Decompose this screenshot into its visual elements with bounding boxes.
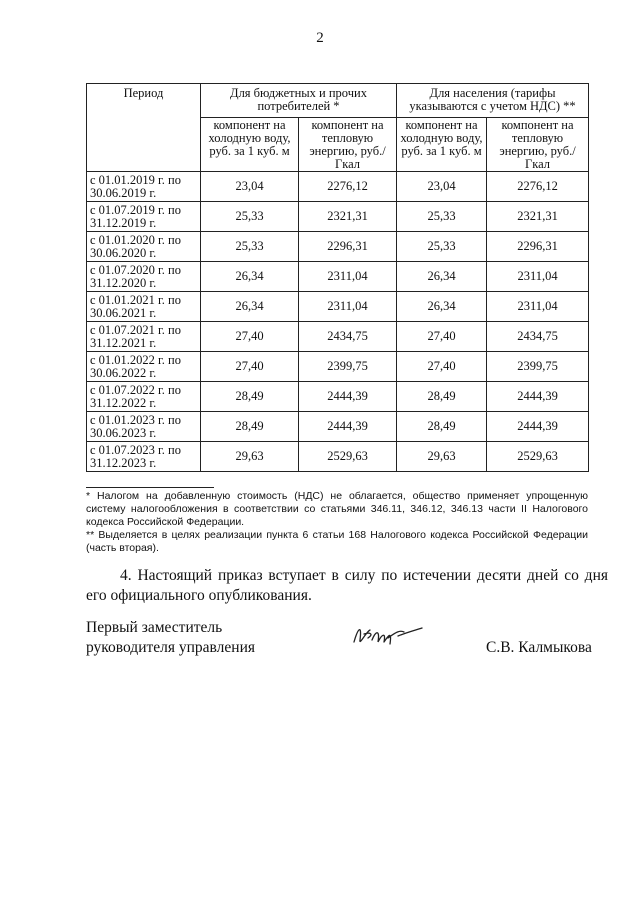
cell-population-water: 27,40 <box>397 352 487 382</box>
header-period: Период <box>87 84 201 172</box>
table-row <box>87 262 589 292</box>
table-row <box>87 202 589 232</box>
table-row <box>87 442 589 472</box>
signatory-title-line1: Первый заместитель <box>86 619 223 636</box>
cell-period: с 01.07.2021 г. по 31.12.2021 г. <box>87 322 201 352</box>
cell-budget-heat: 2529,63 <box>299 442 397 472</box>
cell-budget-water: 23,04 <box>201 172 299 202</box>
cell-population-water: 26,34 <box>397 262 487 292</box>
cell-budget-heat: 2399,75 <box>299 352 397 382</box>
cell-population-water: 28,49 <box>397 412 487 442</box>
cell-period: с 01.01.2021 г. по 30.06.2021 г. <box>87 292 201 322</box>
cell-budget-water: 25,33 <box>201 232 299 262</box>
tariff-table <box>86 83 589 472</box>
cell-budget-water: 25,33 <box>201 202 299 232</box>
table-row <box>87 382 589 412</box>
table-row <box>87 322 589 352</box>
cell-budget-heat: 2311,04 <box>299 262 397 292</box>
cell-budget-water: 27,40 <box>201 352 299 382</box>
footnote-vat-allocated: ** Выделяется в целях реализации пункта 6 статьи 168 Налогового кодекса Российской Федерации (часть вторая). <box>86 529 588 554</box>
cell-period: с 01.07.2022 г. по 31.12.2022 г. <box>87 382 201 412</box>
cell-budget-heat: 2321,31 <box>299 202 397 232</box>
signatory-name: С.В. Калмыкова <box>486 639 592 656</box>
cell-budget-heat: 2444,39 <box>299 382 397 412</box>
cell-population-heat: 2311,04 <box>487 262 589 292</box>
cell-budget-heat: 2276,12 <box>299 172 397 202</box>
cell-population-water: 27,40 <box>397 322 487 352</box>
page-number: 2 <box>316 30 324 46</box>
footnote-vat-exempt: * Налогом на добавленную стоимость (НДС) не облагается, общество применяет упрощенную систему налогообложения в соответствии со статьями 346.11, 346.12, 346.13 части II Налогового кодекса Российской Федерации. <box>86 490 588 528</box>
signatory-title-line2: руководителя управления <box>86 639 256 656</box>
cell-period: с 01.07.2020 г. по 31.12.2020 г. <box>87 262 201 292</box>
cell-budget-water: 28,49 <box>201 382 299 412</box>
cell-period: с 01.07.2023 г. по 31.12.2023 г. <box>87 442 201 472</box>
header-cold-water-population: компонент на холодную воду, руб. за 1 куб. м <box>397 118 487 172</box>
cell-budget-heat: 2311,04 <box>299 292 397 322</box>
cell-population-heat: 2434,75 <box>487 322 589 352</box>
header-group-population: Для населения (тарифы указываются с учетом НДС) ** <box>397 84 589 118</box>
header-heat-energy-population: компонент на тепловую энергию, руб./Гкал <box>487 118 589 172</box>
cell-population-heat: 2321,31 <box>487 202 589 232</box>
cell-budget-heat: 2434,75 <box>299 322 397 352</box>
table-row <box>87 232 589 262</box>
footnotes <box>86 487 588 555</box>
cell-period: с 01.01.2023 г. по 30.06.2023 г. <box>87 412 201 442</box>
handwritten-signature <box>348 620 428 652</box>
table-row <box>87 292 589 322</box>
cell-budget-water: 27,40 <box>201 322 299 352</box>
cell-population-water: 28,49 <box>397 382 487 412</box>
signatory-title <box>86 618 306 658</box>
cell-population-water: 26,34 <box>397 292 487 322</box>
cell-population-heat: 2296,31 <box>487 232 589 262</box>
cell-period: с 01.01.2022 г. по 30.06.2022 г. <box>87 352 201 382</box>
cell-budget-water: 28,49 <box>201 412 299 442</box>
cell-population-heat: 2276,12 <box>487 172 589 202</box>
cell-budget-water: 29,63 <box>201 442 299 472</box>
cell-population-heat: 2529,63 <box>487 442 589 472</box>
table-row <box>87 172 589 202</box>
cell-population-heat: 2311,04 <box>487 292 589 322</box>
cell-population-water: 23,04 <box>397 172 487 202</box>
cell-budget-heat: 2296,31 <box>299 232 397 262</box>
header-cold-water-budget: компонент на холодную воду, руб. за 1 куб. м <box>201 118 299 172</box>
cell-population-heat: 2444,39 <box>487 382 589 412</box>
header-group-budget: Для бюджетных и прочих потребителей * <box>201 84 397 118</box>
header-heat-energy-budget: компонент на тепловую энергию, руб./Гкал <box>299 118 397 172</box>
cell-period: с 01.01.2020 г. по 30.06.2020 г. <box>87 232 201 262</box>
cell-budget-water: 26,34 <box>201 292 299 322</box>
cell-population-water: 25,33 <box>397 202 487 232</box>
table-row <box>87 352 589 382</box>
cell-period: с 01.07.2019 г. по 31.12.2019 г. <box>87 202 201 232</box>
footnote-divider <box>86 487 214 488</box>
cell-population-water: 25,33 <box>397 232 487 262</box>
table-row <box>87 412 589 442</box>
cell-population-heat: 2399,75 <box>487 352 589 382</box>
cell-budget-water: 26,34 <box>201 262 299 292</box>
cell-budget-heat: 2444,39 <box>299 412 397 442</box>
cell-population-water: 29,63 <box>397 442 487 472</box>
paragraph-effective-date: 4. Настоящий приказ вступает в силу по истечении десяти дней со дня его официального опубликования. <box>86 567 608 604</box>
cell-period: с 01.01.2019 г. по 30.06.2019 г. <box>87 172 201 202</box>
cell-population-heat: 2444,39 <box>487 412 589 442</box>
